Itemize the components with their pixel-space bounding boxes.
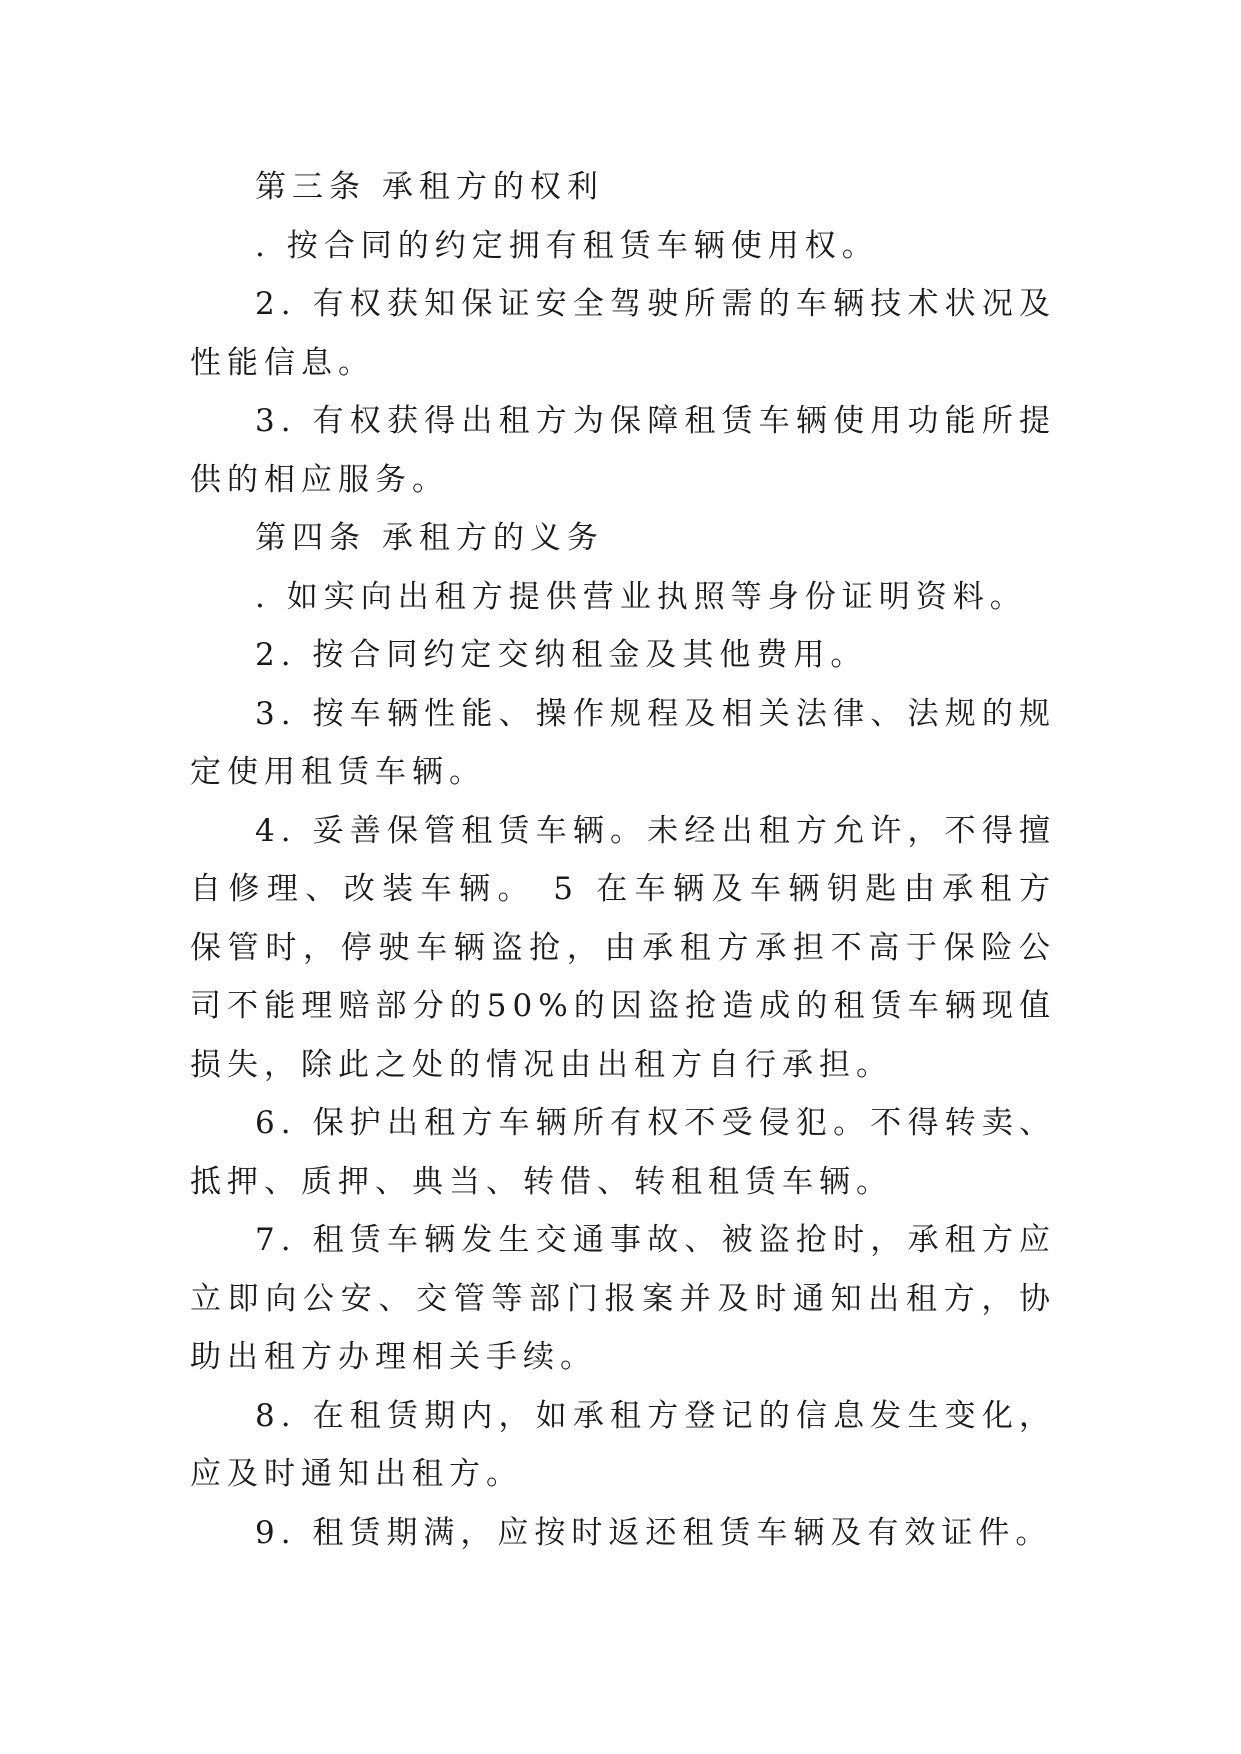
section-heading-lessee-rights: 第三条 承租方的权利 [255, 169, 604, 205]
obligations-clause-8: 8. 在租赁期内，如承租方登记的信息发生变化，应及时通知出租方。 [190, 1397, 1056, 1492]
rights-clause-2: 2. 有权获知保证安全驾驶所需的车辆技术状况及性能信息。 [190, 286, 1056, 381]
obligations-clause-4-5: 4. 妥善保管租赁车辆。未经出租方允许，不得擅自修理、改装车辆。 5 在车辆及车辆钥匙由承租方保管时，停驶车辆盗抢，由承租方承担不高于保险公司不能理赔部分的50%的因盗抢造成的租赁车辆现值损失，除此之处的情况由出租方自行承担。 [190, 812, 1056, 1083]
rights-clause-1: . 按合同的约定拥有租赁车辆使用权。 [255, 227, 879, 264]
obligations-clause-9: 9. 租赁期满，应按时返还租赁车辆及有效证件。 [255, 1514, 1053, 1551]
obligations-clause-6: 6. 保护出租方车辆所有权不受侵犯。不得转卖、抵押、质押、典当、转借、转租租赁车辆。 [190, 1105, 1056, 1200]
obligations-clause-3: 3. 按车辆性能、操作规程及相关法律、法规的规定使用租赁车辆。 [190, 695, 1056, 790]
obligations-clause-7: 7. 租赁车辆发生交通事故、被盗抢时，承租方应立即向公安、交管等部门报案并及时通知出租方，协助出租方办理相关手续。 [190, 1222, 1056, 1375]
section-heading-lessee-obligations: 第四条 承租方的义务 [255, 520, 604, 556]
document-body [190, 158, 1056, 1562]
obligations-clause-1: . 如实向出租方提供营业执照等身份证明资料。 [255, 578, 1027, 615]
rights-clause-3: 3. 有权获得出租方为保障租赁车辆使用功能所提供的相应服务。 [190, 403, 1056, 498]
obligations-clause-2: 2. 按合同约定交纳租金及其他费用。 [255, 637, 868, 673]
